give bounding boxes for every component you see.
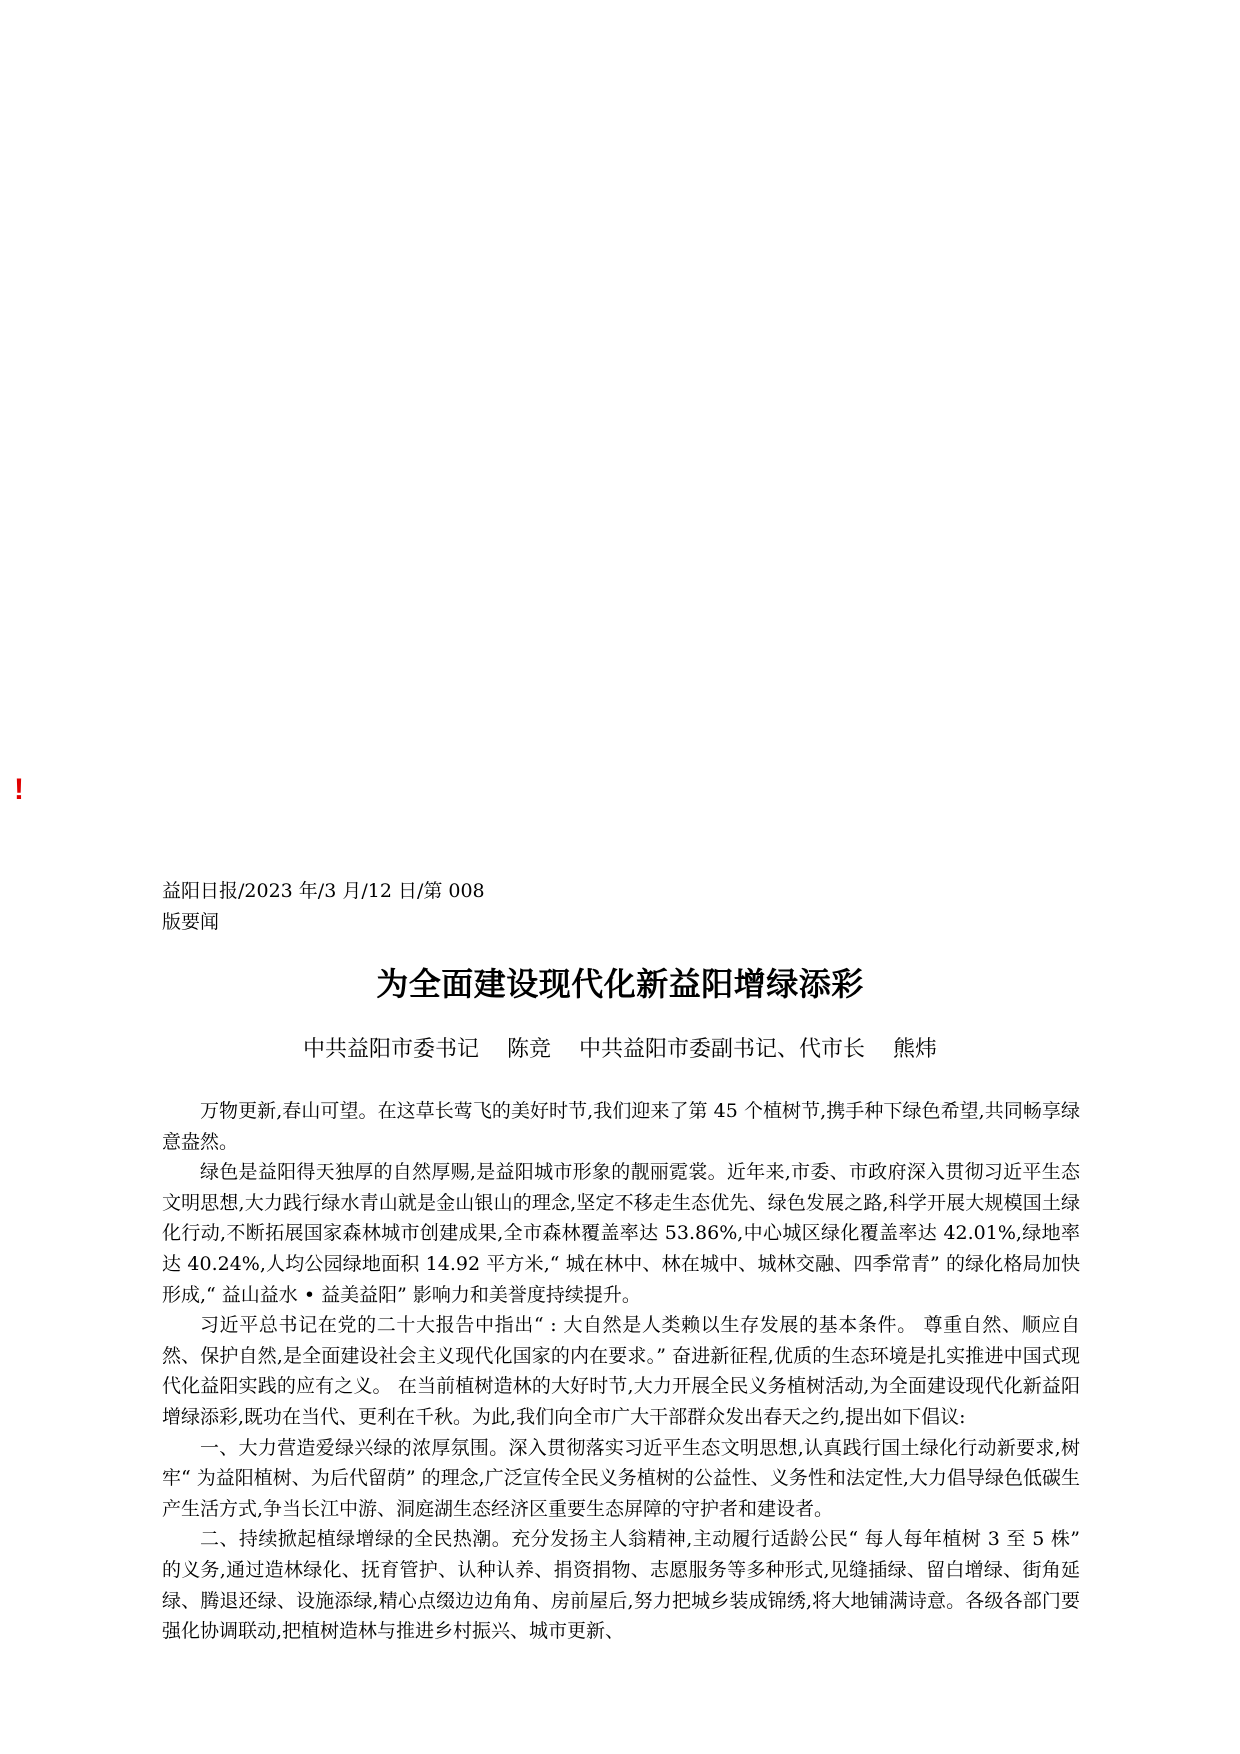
source-line: 益阳日报/2023 年/3 月/12 日/第 008 <box>162 880 485 902</box>
paragraph: 二、持续掀起植绿增绿的全民热潮。充分发扬主人翁精神,主动履行适龄公民“ 每人每年植树 3 至 5 株” 的义务,通过造林绿化、抚育管护、认种认养、捐资捐物、志愿服务等多种形式,见缝插绿、留白增绿、街角延绿、腾退还绿、设施添绿,精心点缀边边角角、房前屋后,努力把城乡装成锦绣,将大地铺满诗意。各级各部门要强化协调联动,把植树造林与推进乡村振兴、城市更新、 <box>162 1528 1080 1643</box>
article-byline: 中共益阳市委书记 陈竞 中共益阳市委副书记、代市长 熊炜 <box>303 1037 937 1062</box>
paragraph: 一、大力营造爱绿兴绿的浓厚氛围。深入贯彻落实习近平生态文明思想,认真践行国土绿化行动新要求,树牢“ 为益阳植树、为后代留荫” 的理念,广泛宣传全民义务植树的公益性、义务性和法定性,大力倡导绿色低碳生产生活方式,争当长江中游、洞庭湖生态经济区重要生态屏障的守护者和建设者。 <box>162 1436 1080 1520</box>
paragraph: 习近平总书记在党的二十大报告中指出“ : 大自然是人类赖以生存发展的基本条件。 尊重自然、顺应自然、保护自然,是全面建设社会主义现代化国家的内在要求。” 奋进新征程,优质的生态环境是扎实推进中国式现代化益阳实践的应有之义。 在当前植树造林的大好时节,大力开展全民义务植树活动,为全面建设现代化新益阳增绿添彩,既功在当代、更利在千秋。为此,我们向全市广大干部群众发出春天之约,提出如下倡议: <box>162 1314 1080 1428</box>
paragraph: 万物更新,春山可望。在这草长莺飞的美好时节,我们迎来了第 45 个植树节,携手种下绿色希望,共同畅享绿意盎然。 <box>162 1100 1080 1153</box>
red-exclamation-mark: ! <box>14 773 24 806</box>
section-line: 版要闻 <box>162 911 220 933</box>
article-title: 为全面建设现代化新益阳增绿添彩 <box>376 965 864 1003</box>
paragraph: 绿色是益阳得天独厚的自然厚赐,是益阳城市形象的靓丽霓裳。近年来,市委、市政府深入贯彻习近平生态文明思想,大力践行绿水青山就是金山银山的理念,坚定不移走生态优先、绿色发展之路,科学开展大规模国土绿化行动,不断拓展国家森林城市创建成果,全市森林覆盖率达 53.86%,中心城区绿化覆盖率达 42.01%,绿地率达 40.24%,人均公园绿地面积 14.92 平方米,“ 城在林中、林在城中、城林交融、四季常青” 的绿化格局加快形成,“ 益山益水 • 益美益阳” 影响力和美誉度持续提升。 <box>162 1161 1080 1306</box>
article-body <box>162 1096 1080 1647</box>
publication-info <box>162 876 485 938</box>
